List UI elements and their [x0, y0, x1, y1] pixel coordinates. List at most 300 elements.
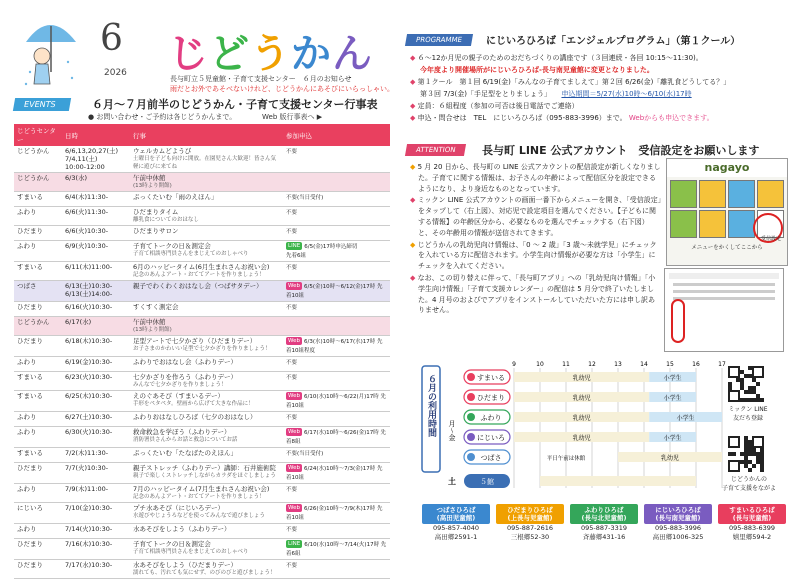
- cell-event: [130, 463, 283, 484]
- apply-badge[interactable]: Web: [288, 429, 300, 435]
- cell-event: [130, 503, 283, 524]
- cell-place: [14, 241, 62, 262]
- cell-place-text: すまいる: [17, 373, 43, 381]
- facility-name: すまいる: [477, 374, 505, 382]
- cell-apply: [283, 412, 390, 427]
- cell-apply: [283, 372, 390, 391]
- qr-module: [760, 468, 764, 472]
- phone-menu-tile: [699, 210, 726, 238]
- cell-apply: [283, 317, 390, 336]
- school-label: 小学生: [676, 415, 695, 422]
- qr-module: [744, 452, 748, 456]
- contact-note-text: お問い合わせ・ご予約は各じどうかんまで。: [96, 113, 237, 121]
- contact-tel[interactable]: 095-887-2616: [506, 524, 554, 532]
- cell-date: [62, 412, 130, 427]
- cell-event-note: 離乳食についてのおはなし: [133, 217, 199, 223]
- table-row: [14, 281, 390, 302]
- apply-text: 不要: [286, 210, 298, 216]
- apply-text: 不要: [286, 265, 298, 271]
- qr-module: [760, 448, 764, 452]
- program-line-text: 第１クール 第１回 6/19(金)「みんなの子育てましえて」第２回 6/26(金)「離乳食どうしてる？」: [417, 78, 731, 86]
- program-period: 申込期間＝5/27(水)10時〜6/10(水)17時: [561, 90, 692, 98]
- cell-date-text: 6/3(水): [65, 174, 88, 182]
- cell-place: [14, 357, 62, 372]
- qr-finder: [729, 437, 739, 447]
- cell-event: [130, 448, 283, 463]
- hour-tick-label: 14: [640, 361, 648, 368]
- qr-finder: [753, 367, 763, 377]
- cell-place: [14, 302, 62, 317]
- col-event: 行事: [130, 124, 283, 146]
- brand-char: ど: [209, 31, 250, 77]
- table-row: [14, 241, 390, 262]
- contact-card: [496, 504, 564, 542]
- weekday-label: 月〜金: [448, 420, 456, 441]
- cell-place: [14, 226, 62, 241]
- cell-date-text: 6/6(火)10:30-: [65, 227, 109, 235]
- cell-date-text: 6/11(木)11:00-: [65, 263, 113, 271]
- cell-event-note: (13時より開館): [133, 183, 172, 189]
- cell-place: [14, 192, 62, 207]
- cell-date: [62, 146, 130, 173]
- contact-card: [644, 504, 712, 542]
- table-row: [14, 207, 390, 226]
- apply-text: 不要: [286, 229, 298, 235]
- cell-date-text: 7/16(木)10:30-: [65, 540, 113, 548]
- cell-event-text: ふわりでおはなし会（ふわりデー）: [133, 358, 237, 366]
- cell-date-text: 7/10(金)10:30-: [65, 504, 113, 512]
- qr-module: [744, 456, 748, 460]
- event-table: [14, 124, 390, 579]
- cell-place: [14, 173, 62, 192]
- qr-module: [744, 460, 748, 464]
- apply-text: 不要: [286, 415, 298, 421]
- contact-name: ふわりひろば (長与北児童館): [570, 504, 638, 524]
- brand-char: う: [250, 31, 291, 77]
- contact-note: ● お問い合わせ・ご予約は各じどうかんまで。: [88, 113, 237, 121]
- phone-menu-tile: [757, 180, 784, 208]
- cell-place-text: じどうかん: [17, 147, 50, 155]
- cell-event: [130, 146, 283, 173]
- contact-tel[interactable]: 095-857-4040: [432, 524, 480, 532]
- school-label: 小学生: [663, 375, 682, 382]
- cell-place: [14, 336, 62, 357]
- cell-place: [14, 317, 62, 336]
- saturday-label: 土: [448, 477, 456, 486]
- cell-date: [62, 281, 130, 302]
- table-row: [14, 226, 390, 241]
- qr-module: [752, 452, 756, 456]
- qr-module: [756, 452, 760, 456]
- contact-tel[interactable]: 095-883-3996: [654, 524, 702, 532]
- cell-date: [62, 391, 130, 412]
- cell-date: [62, 302, 130, 317]
- web-schedule-link[interactable]: Web 版行事表へ ▶: [262, 113, 323, 121]
- phone-menu-tile: [670, 210, 697, 238]
- cell-place-text: じどうかん: [17, 174, 50, 182]
- qr-module: [740, 452, 744, 456]
- cell-date-text: 7/14(火)10:30-: [65, 525, 113, 533]
- cell-event: [130, 192, 283, 207]
- apply-badge[interactable]: Web: [288, 465, 300, 471]
- cell-date: [62, 336, 130, 357]
- cell-event-text: プチ水あそび（にじいろデー）: [133, 504, 224, 512]
- cell-event: [130, 372, 283, 391]
- contact-tel[interactable]: 095-883-6399: [728, 524, 776, 532]
- apply-text: 不要: [286, 563, 298, 569]
- qr-module: [756, 456, 760, 460]
- infant-label: 乳幼児: [660, 455, 680, 462]
- cell-place-text: ひだまり: [17, 337, 43, 345]
- umbrella-mascot-icon: [20, 12, 80, 92]
- cell-place-text: ふわり: [17, 242, 37, 250]
- qr-module: [744, 448, 748, 452]
- cell-place-text: ひだまり: [17, 303, 43, 311]
- cell-place-text: すまいる: [17, 392, 43, 400]
- program-notice: 今年度より開催場所がにじいろひろば-長与南児童館に変更となりました。: [420, 66, 654, 74]
- program-line: ◆ 申込・問合せは TEL にじいろひろば（095-883-3996）まで。 Webからも申込できます。: [410, 114, 714, 122]
- cell-place-text: ふわり: [17, 208, 37, 216]
- events-tag: EVENTS: [13, 98, 71, 111]
- table-row: [14, 146, 390, 173]
- attention-paragraph: ◆ ミックン LINE 公式アカウントの画面一番下からメニューを開き、「受信設定」をタップして（右上図）、対応児で設定項目を選んでください。【子どもに関する情報】の年齢区分から、必要なものを選んでチェックする（右下図）と、その年齢用の情報が送信されてきます。: [410, 196, 662, 237]
- attention-body: [410, 162, 662, 317]
- header-notice: [170, 74, 394, 94]
- cell-place-text: ひだまり: [17, 464, 43, 472]
- brand-char: か: [291, 31, 332, 77]
- cell-event-text: ウェルカムどようび: [133, 147, 192, 155]
- cell-place: [14, 146, 62, 173]
- table-row: [14, 412, 390, 427]
- program-line-text: 第３回 7/3(金)「手足型をとりましょう」: [420, 90, 548, 98]
- cell-event: [130, 262, 283, 281]
- cell-apply: [283, 391, 390, 412]
- qr-module: [756, 460, 760, 464]
- cell-place: [14, 391, 62, 412]
- cell-place: [14, 560, 62, 579]
- contact-name: ひだまりひろば (上長与児童館): [496, 504, 564, 524]
- cell-date: [62, 484, 130, 503]
- web-schedule-link-text: Web 版行事表へ: [262, 113, 315, 121]
- col-apply: 参加申込: [283, 124, 390, 146]
- hour-tick-label: 17: [718, 361, 726, 368]
- cell-date: [62, 357, 130, 372]
- qr-module: [752, 390, 756, 394]
- qr2-label: じどうかんの 子育て支援をながよ: [721, 476, 776, 492]
- qr-module: [732, 452, 736, 456]
- cell-apply: [283, 463, 390, 484]
- qr-module: [760, 452, 764, 456]
- calendar-title: ６月の利用時間: [426, 374, 436, 437]
- cell-date-text: 6/19(金)10:30-: [65, 358, 113, 366]
- qr-module: [740, 370, 744, 374]
- program-line: [410, 88, 790, 100]
- cell-event-note: 濡れても、汚れても気にせず、のびのびと遊びましょう！: [133, 570, 276, 576]
- cell-date-text: 6/6,13,20,27(土) 7/4,11(土) 10:00-12:00: [65, 147, 119, 171]
- program-line-text: ６〜12か月児の親子のためのおだちづくりの講座です（３回連続・各回 10:15〜11:30)。: [417, 54, 703, 62]
- cell-apply: [283, 173, 390, 192]
- qr-module: [728, 386, 732, 390]
- apply-badge[interactable]: Web: [288, 283, 300, 289]
- hour-tick-label: 15: [666, 361, 674, 368]
- apply-text: 不要(当日受付): [286, 195, 324, 201]
- qr-module: [736, 378, 740, 382]
- cell-event-text: 親子ストレッチ（ふわりデー）講師：石井施術院: [133, 464, 276, 472]
- qr-module: [744, 374, 748, 378]
- cell-date-text: 6/13(土)10:30- 6/13(土)14:00-: [65, 282, 113, 298]
- cell-date-text: 6/23(火)10:30-: [65, 373, 113, 381]
- cell-event: [130, 317, 283, 336]
- qr-module: [740, 382, 744, 386]
- cell-date: [62, 463, 130, 484]
- cell-apply: [283, 241, 390, 262]
- apply-badge[interactable]: LINE: [288, 541, 301, 547]
- qr-module: [756, 398, 760, 402]
- cell-event-note: 子育て相談専門員さんをまじえてのおしゃべり: [133, 549, 249, 555]
- qr-module: [748, 366, 752, 370]
- contact-address: 斉藤郷431-16: [582, 533, 626, 541]
- qr-module: [748, 448, 752, 452]
- cell-event-note: 記念のあんよアート・おててアートを作りましょう！: [133, 272, 265, 278]
- attention-paragraph-text: じどうかんの乳幼児向け情報は、「0 〜 2 歳」「3 歳〜未就学児」にチェックを入れている方に配信されます。小学生向け情報が必要な方は「小学生」にチェックを入れてください。: [417, 240, 657, 271]
- program-title: にじいろひろば「エンジェルプログラム」（第１クール）: [486, 36, 741, 47]
- qr-module: [740, 378, 744, 382]
- col-place: じどうセンター: [14, 124, 62, 146]
- apply-badge[interactable]: LINE: [288, 243, 301, 249]
- apply-text: 不要: [286, 487, 298, 493]
- cell-apply: [283, 524, 390, 539]
- table-row: [14, 503, 390, 524]
- settings-highlight: [671, 299, 685, 343]
- school-label: 小学生: [663, 435, 682, 442]
- cell-date: [62, 241, 130, 262]
- table-row: [14, 448, 390, 463]
- cell-date-text: 6/4(木)11:30-: [65, 193, 109, 201]
- cell-date-text: 6/16(火)10:30-: [65, 303, 113, 311]
- cell-date-text: 7/7(火)10:30-: [65, 464, 109, 472]
- cell-apply: [283, 357, 390, 372]
- apply-text: 6/3(水)10時〜6/17(水)17時 先着10組程度: [286, 339, 383, 354]
- qr-module: [744, 398, 748, 402]
- infant-label: 乳幼児: [572, 415, 591, 422]
- facility-name: ふわり: [480, 414, 502, 422]
- qr-module: [748, 468, 752, 472]
- qr-module: [748, 440, 752, 444]
- cell-apply: [283, 503, 390, 524]
- infant-label: 乳幼児: [572, 395, 591, 402]
- apply-text: 不要: [286, 375, 298, 381]
- cell-place: [14, 503, 62, 524]
- program-line-text: 申込・問合せは TEL にじいろひろば（095-883-3996）まで。: [417, 114, 627, 122]
- cell-event-text: えのぐあそび（すまいるデー）: [133, 392, 224, 400]
- cell-date-text: 6/6(火)11:30-: [65, 208, 109, 216]
- cell-date: [62, 207, 130, 226]
- cell-event-note: (13時より開館): [133, 327, 172, 333]
- cell-date-text: 6/30(火)10:30-: [65, 428, 113, 436]
- cell-event-note: 子育て相談専門員さんをまじえてのおしゃべり: [133, 251, 249, 257]
- qr-module: [744, 444, 748, 448]
- phone-brand: nagayo: [667, 159, 787, 177]
- cell-place: [14, 281, 62, 302]
- apply-text: 6/5(金)10時〜6/12(金)17時 先着10組: [286, 284, 383, 299]
- cell-event: [130, 539, 283, 560]
- facility-dot: [467, 413, 475, 421]
- cell-date: [62, 560, 130, 579]
- cell-event: [130, 484, 283, 503]
- cell-event: [130, 281, 283, 302]
- cell-place-text: ふわり: [17, 358, 37, 366]
- cell-event: [130, 336, 283, 357]
- cell-date: [62, 317, 130, 336]
- table-header: [14, 124, 390, 146]
- cell-place: [14, 412, 62, 427]
- qr-module: [740, 386, 744, 390]
- program-tag: PROGRAMME: [405, 34, 473, 46]
- cell-place: [14, 524, 62, 539]
- brand-text: [168, 22, 373, 79]
- cell-apply: [283, 560, 390, 579]
- apply-text: 不要: [286, 305, 298, 311]
- hour-tick-label: 13: [614, 361, 622, 368]
- cell-event-text: 7月のハッピータイム(7月生まれさんお祝い会): [133, 485, 270, 493]
- facility-name: にじいろ: [477, 434, 505, 442]
- contact-address: 嬉里郷594-2: [732, 533, 772, 541]
- apply-badge[interactable]: Web: [288, 505, 300, 511]
- contact-name: にじいろひろば (長与南児童館): [644, 504, 712, 524]
- qr-module: [748, 460, 752, 464]
- cell-event-note: お子さまのかわいい足型で七夕かざりを作りましょう！: [133, 346, 271, 352]
- program-line-text: 定員：６組程度（参加の可否は後日電話でご連絡）: [417, 102, 579, 110]
- school-label: 小学生: [663, 395, 682, 402]
- apply-badge[interactable]: Web: [288, 338, 300, 344]
- table-row: [14, 391, 390, 412]
- phone-menu-tile: [728, 210, 755, 238]
- cell-apply: [283, 281, 390, 302]
- phone-settings-label: 受信設定: [760, 236, 781, 242]
- cell-place-text: ふわり: [17, 428, 37, 436]
- cell-event-text: ふわりおはなしひろば（七夕のおはなし）: [133, 413, 257, 421]
- qr-module: [760, 460, 764, 464]
- cell-date-text: 6/18(木)10:30-: [65, 337, 113, 345]
- phone-menu-tile: [670, 180, 697, 208]
- contact-tel[interactable]: 095-887-3319: [580, 524, 628, 532]
- table-row: [14, 357, 390, 372]
- cell-apply: [283, 427, 390, 448]
- cell-event-note: 水遊びやじょうろなどを使ってみんなで遊びましょう: [133, 513, 266, 519]
- cell-apply: [283, 302, 390, 317]
- cell-apply: [283, 448, 390, 463]
- table-row: [14, 524, 390, 539]
- cell-place-text: ひだまり: [17, 540, 43, 548]
- header-line-2: 雨だとお外であそべないけれど、じどうかんにあそびにいらっしゃい。: [170, 85, 394, 93]
- cell-place-text: すまいる: [17, 449, 43, 457]
- infant-label: 乳幼児: [572, 375, 591, 382]
- cell-place-text: すまいる: [17, 193, 43, 201]
- cell-event-text: 子育てトークの日＆測定会: [133, 242, 211, 250]
- infant-label: 乳幼児: [572, 435, 591, 442]
- hour-tick-label: 9: [512, 361, 516, 368]
- qr-module: [760, 456, 764, 460]
- cell-event: [130, 560, 283, 579]
- facility-dot: [467, 393, 475, 401]
- apply-badge[interactable]: Web: [288, 393, 300, 399]
- cell-event: [130, 412, 283, 427]
- cell-apply: [283, 226, 390, 241]
- qr-module: [748, 398, 752, 402]
- web-qr-code-icon: [728, 436, 764, 472]
- qr-module: [744, 390, 748, 394]
- phone-menu-tile: [699, 180, 726, 208]
- attention-tag: ATTENTION: [405, 144, 467, 156]
- brand-char: じ: [168, 31, 209, 77]
- hour-tick-label: 10: [536, 361, 544, 368]
- month-number: 6: [100, 18, 123, 59]
- header-line-1: 長与町立５児童館・子育て支援センター ６月のお知らせ: [170, 75, 352, 83]
- line-qr-code-icon: [728, 366, 764, 402]
- attention-paragraph: ◆ 5 月 20 日から、長与町の LINE 公式アカウントの配信設定が新しくなりました。子育てに関する情報は、お子さんの年齢によって配信区分を設定できるようになり、より身近なものとなっています。: [410, 163, 661, 193]
- cell-event-text: 救命救急を学ぼう（ふわりデー）: [133, 428, 231, 436]
- qr-module: [760, 464, 764, 468]
- cell-place: [14, 207, 62, 226]
- cell-date: [62, 427, 130, 448]
- phone-menu-tile: [728, 180, 755, 208]
- program-web-note: Webからも申込できます。: [628, 114, 714, 122]
- cell-date: [62, 192, 130, 207]
- cell-apply: [283, 207, 390, 226]
- table-row: [14, 372, 390, 391]
- cell-apply: [283, 539, 390, 560]
- cell-apply: [283, 146, 390, 173]
- brand-title: [168, 22, 373, 79]
- cell-place: [14, 448, 62, 463]
- cell-event-note: 土曜日を子ども向けに開放。在園児さん大歓迎！皆さん気軽に遊びに来てね: [133, 156, 277, 170]
- line-settings-screenshot: [664, 268, 784, 352]
- program-details: [410, 52, 790, 124]
- qr-module: [748, 390, 752, 394]
- qr-module: [748, 452, 752, 456]
- qr-module: [728, 452, 732, 456]
- cell-date-text: 7/9(木)11:00-: [65, 485, 109, 493]
- contact-card: [422, 504, 490, 542]
- table-row: [14, 427, 390, 448]
- qr-module: [756, 394, 760, 398]
- program-line: ◆ ６〜12か月児の親子のためのおだちづくりの講座です（３回連続・各回 10:15〜11:30)。: [410, 54, 703, 62]
- table-row: [14, 484, 390, 503]
- qr-finder: [753, 437, 763, 447]
- cell-date: [62, 372, 130, 391]
- apply-text: 不要: [286, 149, 298, 155]
- qr-module: [728, 382, 732, 386]
- cell-place: [14, 427, 62, 448]
- cell-place: [14, 463, 62, 484]
- cell-date: [62, 226, 130, 241]
- cell-event: [130, 207, 283, 226]
- qr-module: [752, 464, 756, 468]
- cell-event: [130, 226, 283, 241]
- qr-finder: [729, 367, 739, 377]
- apply-text: 6/24(水)10時〜7/3(金)17時 先着10組: [286, 466, 383, 481]
- cell-date-text: 6/27(土)10:30-: [65, 413, 113, 421]
- apply-text: 不要: [286, 527, 298, 533]
- cell-apply: [283, 336, 390, 357]
- contact-list: [422, 504, 792, 562]
- cell-place: [14, 539, 62, 560]
- attention-paragraph-text: なお、この切り替えに伴って、「長与町アプリ」への「乳幼児向け情報」「小学生向け情報」「子育て支援カレンダー」の配信は 5 月分で終了いたしました。4 月号のおよびでアプリをインストールしていただいた方には申し訳ありません。: [417, 273, 656, 315]
- cell-date: [62, 262, 130, 281]
- cell-event-text: 午前中休館: [133, 174, 166, 182]
- cell-date: [62, 524, 130, 539]
- facility-dot: [467, 453, 475, 461]
